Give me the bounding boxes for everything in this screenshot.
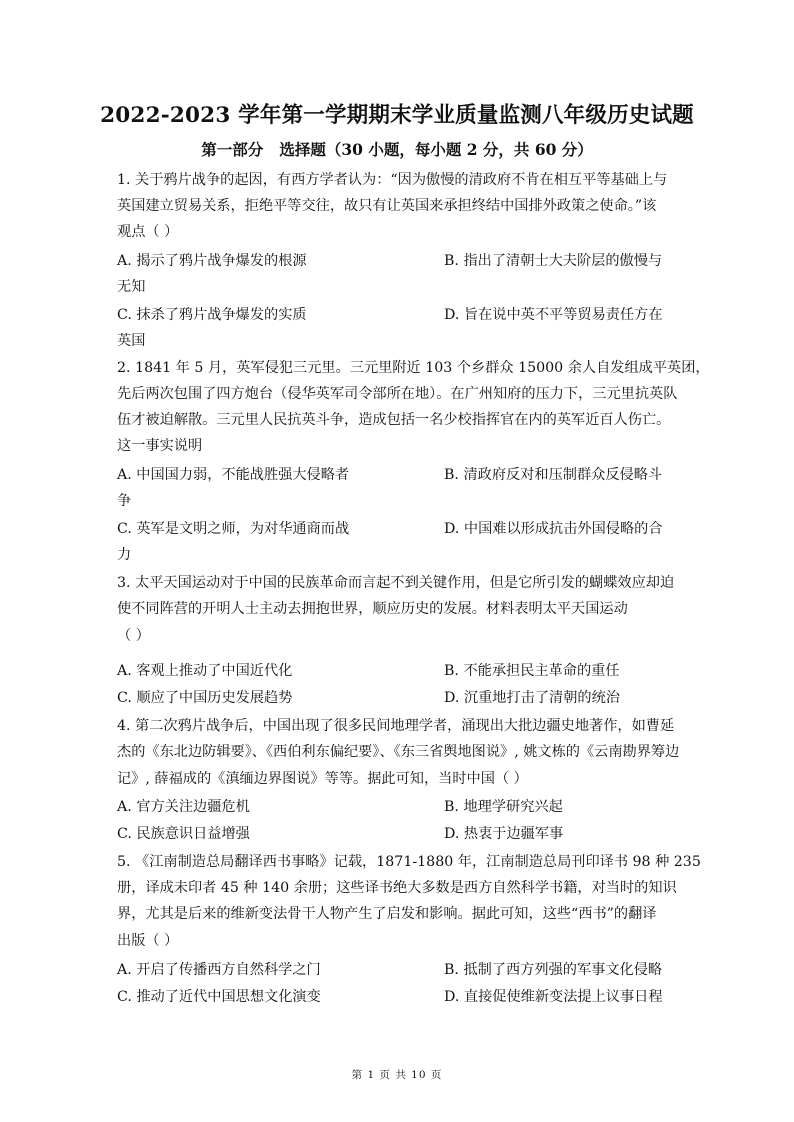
question-5-option-c[interactable]: C. 推动了近代中国思想文化演变 [117,989,321,1005]
question-2-option-b[interactable]: B. 清政府反对和压制群众反侵略斗 [444,467,663,483]
question-3-stem-line-3: （ ） [117,628,150,644]
question-5-stem-line-3: 界，尤其是后来的维新变法骨干人物产生了启发和影响。据此可知，这些“西书”的翻译 [117,906,657,922]
question-2-stem-line-4: 这一事实说明 [117,438,203,454]
question-1-option-d-wrap: 英国 [117,333,146,349]
question-4-option-d[interactable]: D. 热衷于边疆军事 [444,826,564,842]
question-2-option-b-wrap: 争 [117,493,132,509]
question-5-stem-line-2: 册，译成未印者 45 种 140 余册；这些译书绝大多数是西方自然科学书籍，对当时的知识 [117,880,677,896]
question-3-option-c[interactable]: C. 顺应了中国历史发展趋势 [117,690,293,706]
exam-title: 2022-2023 学年第一学期期末学业质量监测八年级历史试题 [100,103,694,128]
question-1-option-d[interactable]: D. 旨在说中英不平等贸易责任方在 [444,307,663,323]
question-3-option-b[interactable]: B. 不能承担民主革命的重任 [444,663,620,679]
question-5-option-b[interactable]: B. 抵制了西方列强的军事文化侵略 [444,962,663,978]
question-2-option-c[interactable]: C. 英军是文明之师，为对华通商而战 [117,521,350,537]
question-2-stem-line-1: 2. 1841 年 5 月，英军侵犯三元里。三元里附近 103 个乡群众 15000 余人自发组成平英团， [117,360,710,376]
question-1-option-b-wrap: 无知 [117,279,146,295]
question-1-stem-line-1: 1. 关于鸦片战争的起因，有西方学者认为：“因为傲慢的清政府不肯在相互平等基础上与 [117,172,668,188]
question-5-stem-line-4: 出版（ ） [117,933,179,949]
question-4-stem-line-2: 杰的《东北边防辑要》、《西伯利东偏纪要》、《东三省舆地图说》, 姚文栋的《云南勘界筹边 [117,744,680,760]
question-4-option-c[interactable]: C. 民族意识日益增强 [117,826,250,842]
question-3-stem-line-1: 3. 太平天国运动对于中国的民族革命而言起不到关键作用，但是它所引发的蝴蝶效应却迫 [117,575,675,591]
section-heading: 第一部分 选择题（30 小题，每小题 2 分，共 60 分） [201,140,593,159]
question-1-stem-line-3: 观点（ ） [117,224,179,240]
question-4-option-a[interactable]: A. 官方关注边疆危机 [117,799,250,815]
question-1-option-b[interactable]: B. 指出了清朝士大夫阶层的傲慢与 [444,253,663,269]
question-1-option-a[interactable]: A. 揭示了鸦片战争爆发的根源 [117,253,307,269]
question-5-option-a[interactable]: A. 开启了传播西方自然科学之门 [117,962,321,978]
question-3-option-d[interactable]: D. 沉重地打击了清朝的统治 [444,690,620,706]
question-2-option-d[interactable]: D. 中国难以形成抗击外国侵略的合 [444,521,663,537]
question-4-stem-line-1: 4. 第二次鸦片战争后，中国出现了很多民间地理学者，涌现出大批边疆史地著作，如曹延 [117,718,675,734]
question-1-option-c[interactable]: C. 抹杀了鸦片战争爆发的实质 [117,307,307,323]
page-number-footer: 第 1 页 共 10 页 [351,1069,443,1081]
question-3-option-a[interactable]: A. 客观上推动了中国近代化 [117,663,293,679]
question-2-option-a[interactable]: A. 中国国力弱，不能战胜强大侵略者 [117,467,350,483]
question-4-stem-line-3: 记》, 薛福成的《滇缅边界图说》等等。据此可知，当时中国（ ） [117,771,528,787]
question-5-option-d[interactable]: D. 直接促使维新变法提上议事日程 [444,989,663,1005]
question-2-stem-line-2: 先后两次包围了四方炮台（侵华英军司令部所在地）。在广州知府的压力下，三元里抗英队 [117,386,678,402]
question-5-stem-line-1: 5. 《江南制造总局翻译西书事略》记载，1871-1880 年，江南制造总局刊印译书 98 种 235 [117,854,701,870]
question-2-stem-line-3: 伍才被迫解散。三元里人民抗英斗争，造成包括一名少校指挥官在内的英军近百人伤亡。 [117,412,671,428]
question-1-stem-line-2: 英国建立贸易关系，拒绝平等交往，故只有让英国来承担终结中国排外政策之使命。”该 [117,198,657,214]
question-4-option-b[interactable]: B. 地理学研究兴起 [444,799,563,815]
question-2-option-d-wrap: 力 [117,547,132,563]
question-3-stem-line-2: 使不同阵营的开明人士主动去拥抱世界，顺应历史的发展。材料表明太平天国运动 [117,601,628,617]
